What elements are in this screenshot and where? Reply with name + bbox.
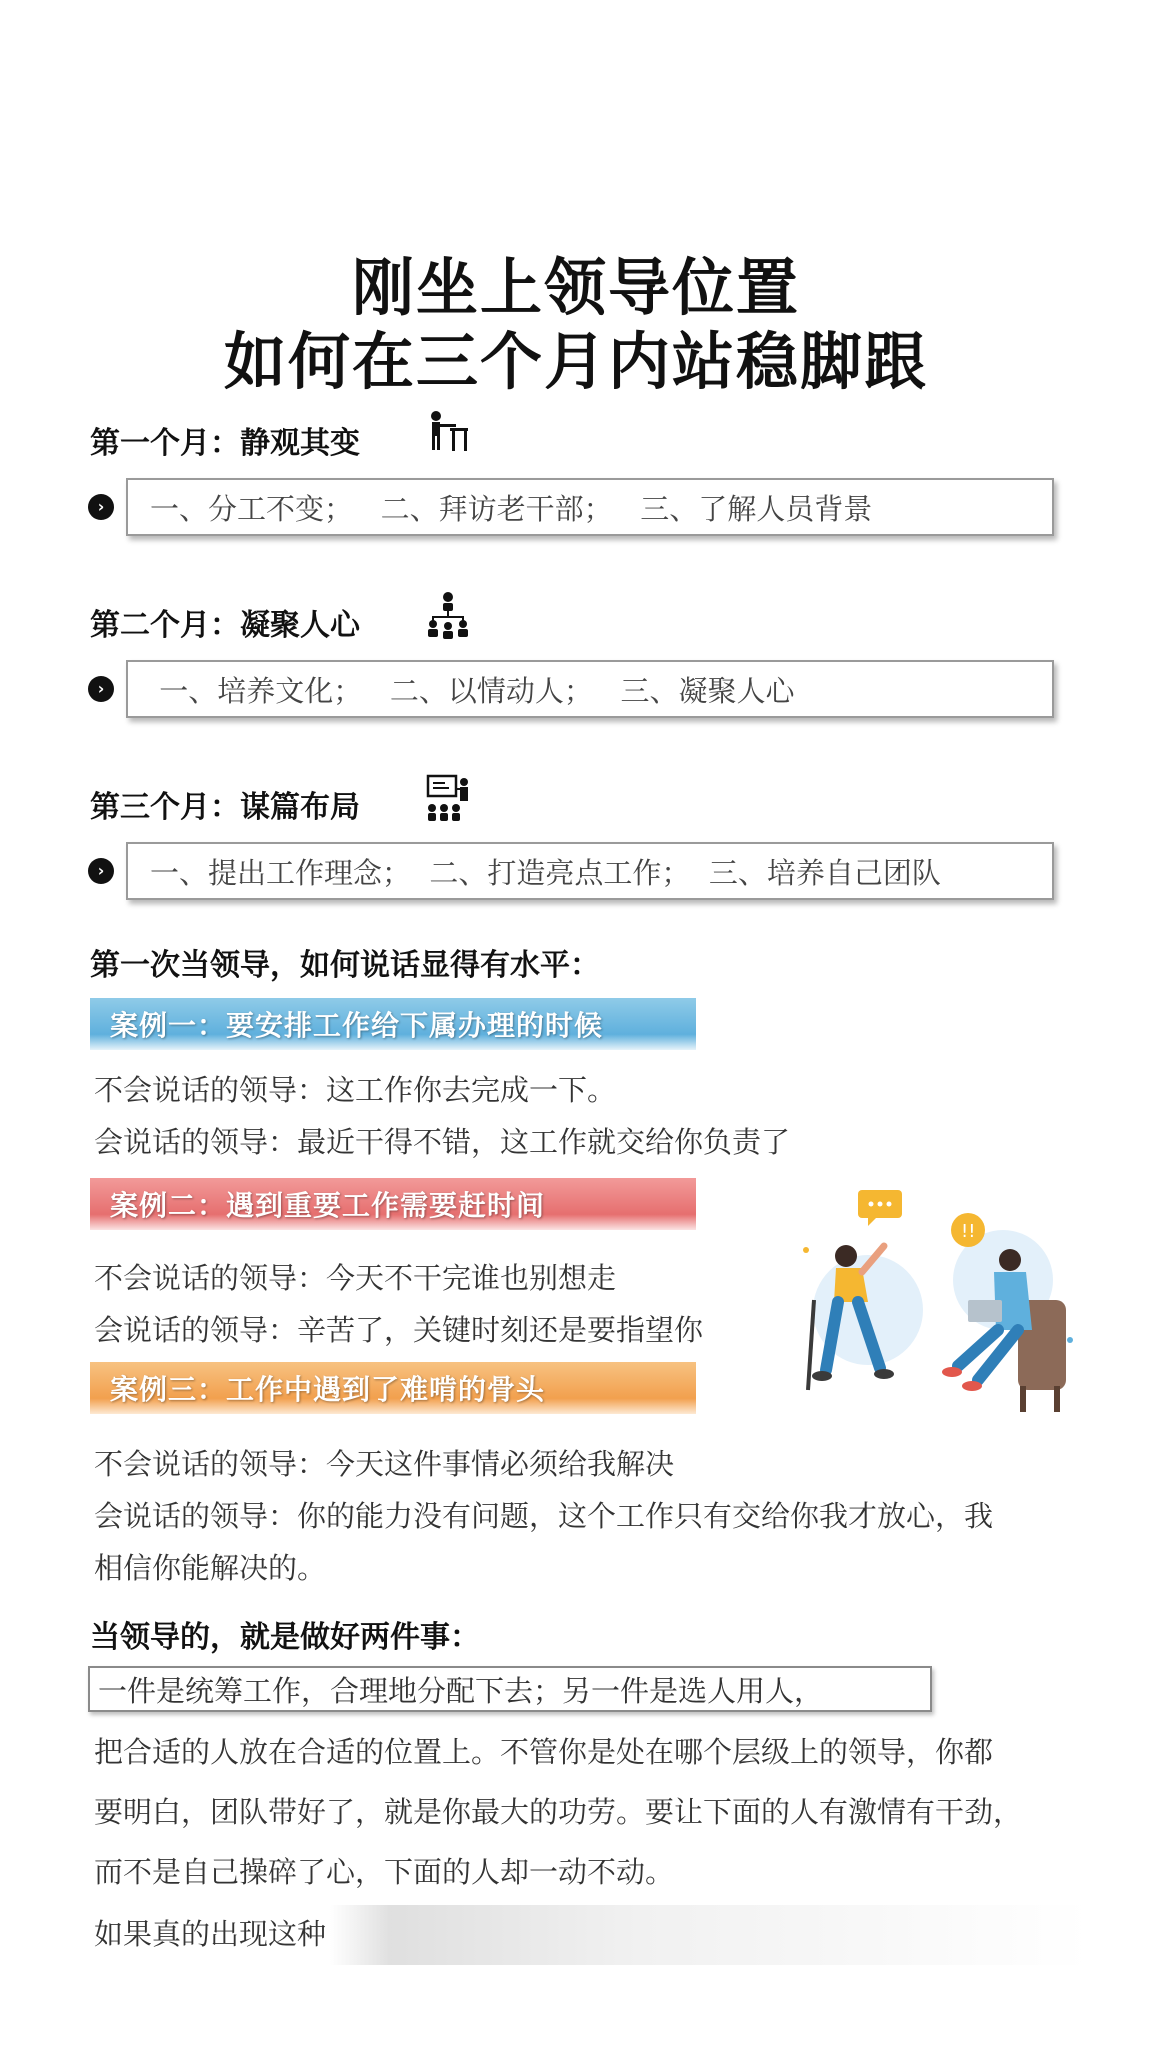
case-3-banner: 案例三：工作中遇到了难啃的骨头 (90, 1362, 696, 1414)
summary-line-4: 如果真的出现这种 (94, 1917, 327, 1951)
speaking-heading: 第一次当领导，如何说话显得有水平： (90, 948, 600, 983)
case-2-good-line: 会说话的领导：辛苦了，关键时刻还是要指望你 (94, 1313, 704, 1347)
month-3-heading: 第三个月：谋篇布局 (90, 790, 360, 825)
case-3-bad-line: 不会说话的领导：今天这件事情必须给我解决 (94, 1447, 675, 1481)
case-1-banner: 案例一：要安排工作给下属办理的时候 (90, 998, 696, 1050)
month-3-content-box: 一、提出工作理念； 二、打造亮点工作； 三、培养自己团队 (126, 842, 1054, 900)
month-1-bullet-icon: › (88, 494, 114, 520)
month-1-heading: 第一个月：静观其变 (90, 426, 360, 461)
summary-line-1: 把合适的人放在合适的位置上。不管你是处在哪个层级上的领导，你都 (94, 1735, 994, 1769)
svg-text:!!: !! (961, 1221, 976, 1242)
month-2-heading: 第二个月：凝聚人心 (90, 608, 360, 643)
summary-heading: 当领导的，就是做好两件事： (90, 1620, 480, 1655)
team-hierarchy-icon (422, 590, 474, 642)
summary-line-2: 要明白，团队带好了，就是你最大的功劳。要让下面的人有激情有干劲， (94, 1795, 1023, 1829)
month-3-bullet-icon: › (88, 858, 114, 884)
text-fade-overlay (330, 1905, 1090, 1965)
case-2-banner: 案例二：遇到重要工作需要赶时间 (90, 1178, 696, 1230)
case-3-good-line-cont: 相信你能解决的。 (94, 1551, 327, 1585)
month-2-bullet-icon: › (88, 676, 114, 702)
case-1-good-line: 会说话的领导：最近干得不错，这工作就交给你负责了 (94, 1125, 791, 1159)
month-2-content-box: 一、培养文化； 二、以情动人； 三、凝聚人心 (126, 660, 1054, 718)
conversation-illustration (788, 1190, 1088, 1420)
month-1-content-box: 一、分工不变； 二、拜访老干部； 三、了解人员背景 (126, 478, 1054, 536)
case-2-bad-line: 不会说话的领导：今天不干完谁也别想走 (94, 1261, 617, 1295)
summary-highlight-box: 一件是统筹工作，合理地分配下去；另一件是选人用人， (88, 1666, 932, 1712)
presenter-icon (422, 406, 474, 458)
case-3-good-line: 会说话的领导：你的能力没有问题，这个工作只有交给你我才放心，我 (94, 1499, 994, 1533)
page-title-line2: 如何在三个月内站稳脚跟 (223, 325, 928, 398)
meeting-presentation-icon (422, 772, 474, 824)
page-title-line1: 刚坐上领导位置 (351, 251, 800, 324)
summary-line-3: 而不是自己操碎了心，下面的人却一动不动。 (94, 1855, 675, 1889)
case-1-bad-line: 不会说话的领导：这工作你去完成一下。 (94, 1073, 617, 1107)
